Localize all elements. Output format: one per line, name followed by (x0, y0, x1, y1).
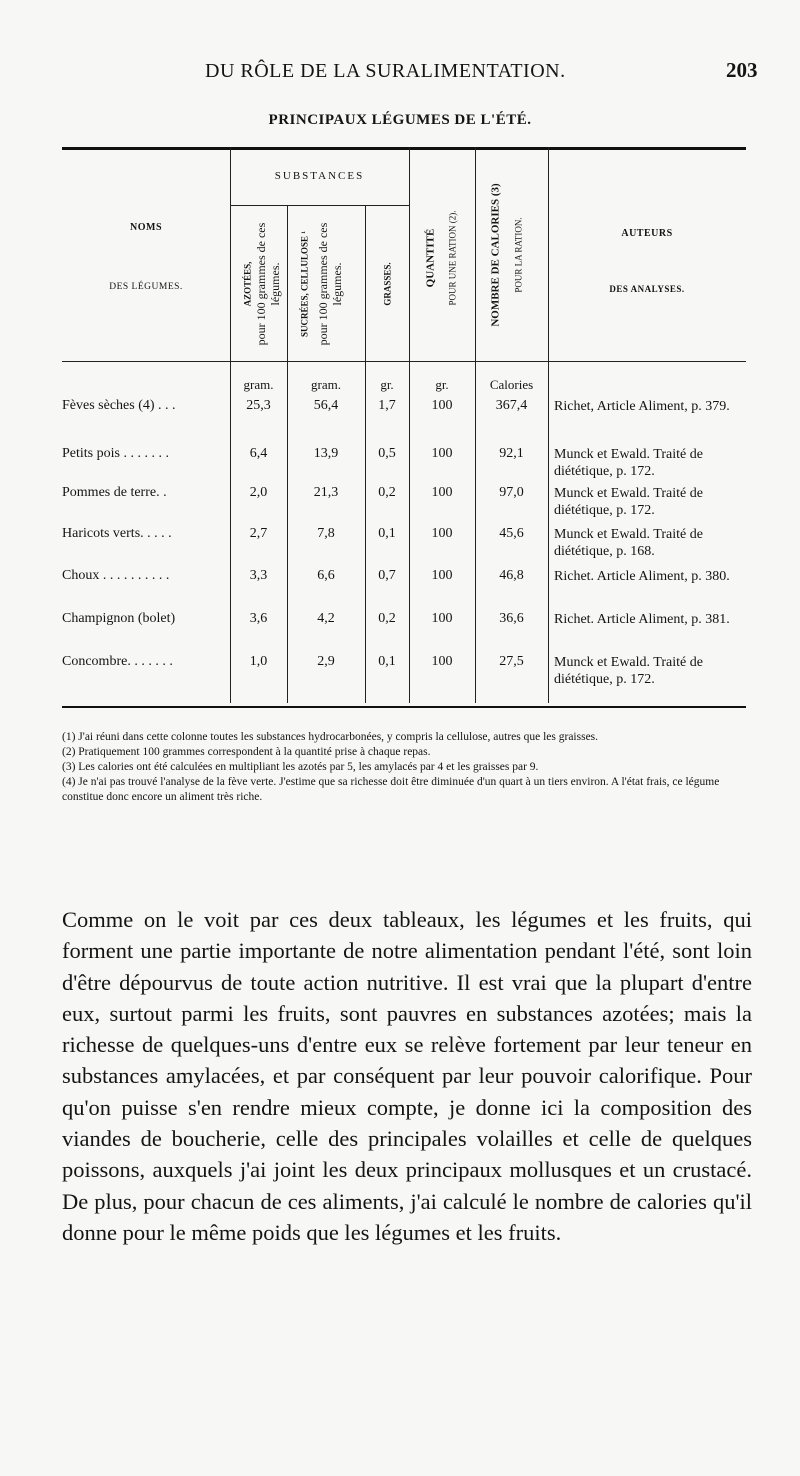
unit-azotees: gram. (243, 377, 274, 392)
header-calories-ration: POUR LA RATION. (513, 217, 524, 293)
cell-sucrees: 21,3 (313, 485, 339, 500)
header-azotees-sub: pour 100 grammes de ces légumes. (254, 222, 282, 346)
unit-quantite: gr. (435, 377, 449, 392)
cell-auteurs: Richet, Article Aliment, p. 379. (554, 399, 730, 414)
cell-auteurs: Munck et Ewald. Traité de diététique, p. 168. (554, 527, 703, 559)
cell-auteurs: Munck et Ewald. Traité de diététique, p. 172. (554, 486, 703, 518)
row-name: Pommes de terre. . (62, 485, 167, 500)
substances-rule (230, 205, 409, 206)
footnotes (62, 730, 746, 805)
cell-auteurs: Richet. Article Aliment, p. 380. (554, 569, 730, 584)
cell-quantite: 100 (431, 654, 453, 669)
cell-calories: 45,6 (499, 526, 524, 541)
cell-quantite: 100 (431, 446, 453, 461)
cell-quantite: 100 (431, 611, 453, 626)
header-des-legumes: DES LÉGUMES. (109, 282, 183, 292)
row-name: Haricots verts. . . . . (62, 526, 172, 541)
cell-quantite: 100 (431, 485, 453, 500)
header-noms: NOMS (130, 222, 162, 233)
cell-calories: 27,5 (499, 654, 524, 669)
header-sucrees-sub: pour 100 grammes de ces légumes. (316, 222, 344, 346)
cell-calories: 46,8 (499, 568, 524, 583)
cell-calories: 97,0 (499, 485, 524, 500)
cell-sucrees: 4,2 (317, 611, 335, 626)
cell-azotees: 6,4 (249, 446, 268, 461)
cell-calories: 92,1 (499, 446, 524, 461)
cell-quantite: 100 (431, 398, 453, 413)
body-text: Comme on le voit par ces deux tableaux, les légumes et les fruits, qui forment une partie importante de notre alimentation pendant l'été, sont loin d'être dépourvus de toute action nutritive. Il est vrai que la plupart d'entre eux, surtout parmi les fruits, sont pauvres en substances azotées; mais la richesse de quelques-uns d'entre eux se relève fortement par leur teneur en substances amylacées, et par conséquent par leur pouvoir calorifique. Pour qu'on puisse s'en rendre mieux compte, je donne ici la composition des viandes de boucherie, celle des principales volailles et celle de quelques poissons, auxquels j'ai joint les deux principaux mollusques et un crustacé. De plus, pour chacun de ces aliments, j'ai calculé le nombre de calories qu'il donne pour le même poids que les légumes et les fruits. (62, 907, 752, 1245)
cell-grasses: 0,2 (378, 611, 396, 626)
cell-sucrees: 2,9 (317, 654, 335, 669)
unit-calories: Calories (489, 377, 534, 392)
cell-grasses: 0,5 (378, 446, 396, 461)
cell-calories: 367,4 (495, 398, 528, 413)
cell-quantite: 100 (431, 568, 453, 583)
cell-grasses: 1,7 (378, 398, 396, 413)
header-sucrees: SUCRÉES, CELLULOSE ¹ (299, 231, 310, 337)
unit-grasses: gr. (380, 377, 394, 392)
cell-sucrees: 56,4 (313, 398, 339, 413)
header-des-analyses: DES ANALYSES. (609, 284, 685, 294)
header-quantite-ration: POUR UNE RATION (2). (447, 210, 458, 306)
body-paragraph (62, 904, 752, 1248)
cell-grasses: 0,1 (378, 526, 396, 541)
cell-grasses: 0,1 (378, 654, 396, 669)
unit-sucrees: gram. (311, 377, 341, 392)
cell-sucrees: 7,8 (317, 526, 335, 541)
footnote: (2) Pratiquement 100 grammes correspondent à la quantité prise à chaque repas. (62, 746, 431, 758)
header-calories: NOMBRE DE CALORIES (3) (489, 183, 502, 327)
cell-azotees: 1,0 (249, 654, 268, 669)
cell-auteurs: Munck et Ewald. Traité de diététique, p. 172. (554, 655, 703, 687)
header-auteurs: AUTEURS (621, 228, 673, 239)
cell-azotees: 3,6 (249, 611, 268, 626)
header-substances: SUBSTANCES (274, 170, 365, 182)
header-azotees: AZOTÉES, (242, 261, 253, 307)
cell-grasses: 0,2 (378, 485, 396, 500)
footnote: (3) Les calories ont été calculées en multipliant les azotés par 5, les amylacés par 4 et les graisses par 9. (62, 761, 539, 773)
cell-azotees: 25,3 (246, 398, 271, 413)
page-number: 203 (726, 58, 758, 82)
table-title: PRINCIPAUX LÉGUMES DE L'ÉTÉ. (268, 112, 532, 128)
row-name: Choux . . . . . . . . . . (62, 568, 170, 583)
row-name: Petits pois . . . . . . . (62, 446, 169, 461)
row-name: Concombre. . . . . . . (62, 654, 173, 669)
running-title: DU RÔLE DE LA SURALIMENTATION. (205, 60, 566, 82)
cell-azotees: 3,3 (249, 568, 268, 583)
cell-sucrees: 13,9 (313, 446, 339, 461)
cell-quantite: 100 (431, 526, 453, 541)
cell-grasses: 0,7 (378, 568, 396, 583)
cell-calories: 36,6 (499, 611, 524, 626)
header-grasses: GRASSES. (382, 262, 393, 306)
footnote: (1) J'ai réuni dans cette colonne toutes les substances hydrocarbonées, y compris la cellulose, autres que les graisses. (62, 731, 599, 743)
cell-azotees: 2,7 (249, 526, 268, 541)
row-name: Champignon (bolet) (62, 611, 176, 626)
footnote: (4) Je n'ai pas trouvé l'analyse de la fève verte. J'estime que sa richesse doit être diminuée d'un quart à un tiers environ. A l'état frais, ce légume constitue donc encore un aliment très riche. (62, 776, 720, 803)
cell-auteurs: Munck et Ewald. Traité de diététique, p. 172. (554, 447, 703, 479)
header-quantite: QUANTITÉ (424, 228, 437, 288)
cell-azotees: 2,0 (249, 485, 268, 500)
header-rule (62, 361, 746, 362)
row-name: Fèves sèches (4) . . . (62, 398, 176, 413)
cell-sucrees: 6,6 (317, 568, 335, 583)
cell-auteurs: Richet. Article Aliment, p. 381. (554, 612, 730, 627)
